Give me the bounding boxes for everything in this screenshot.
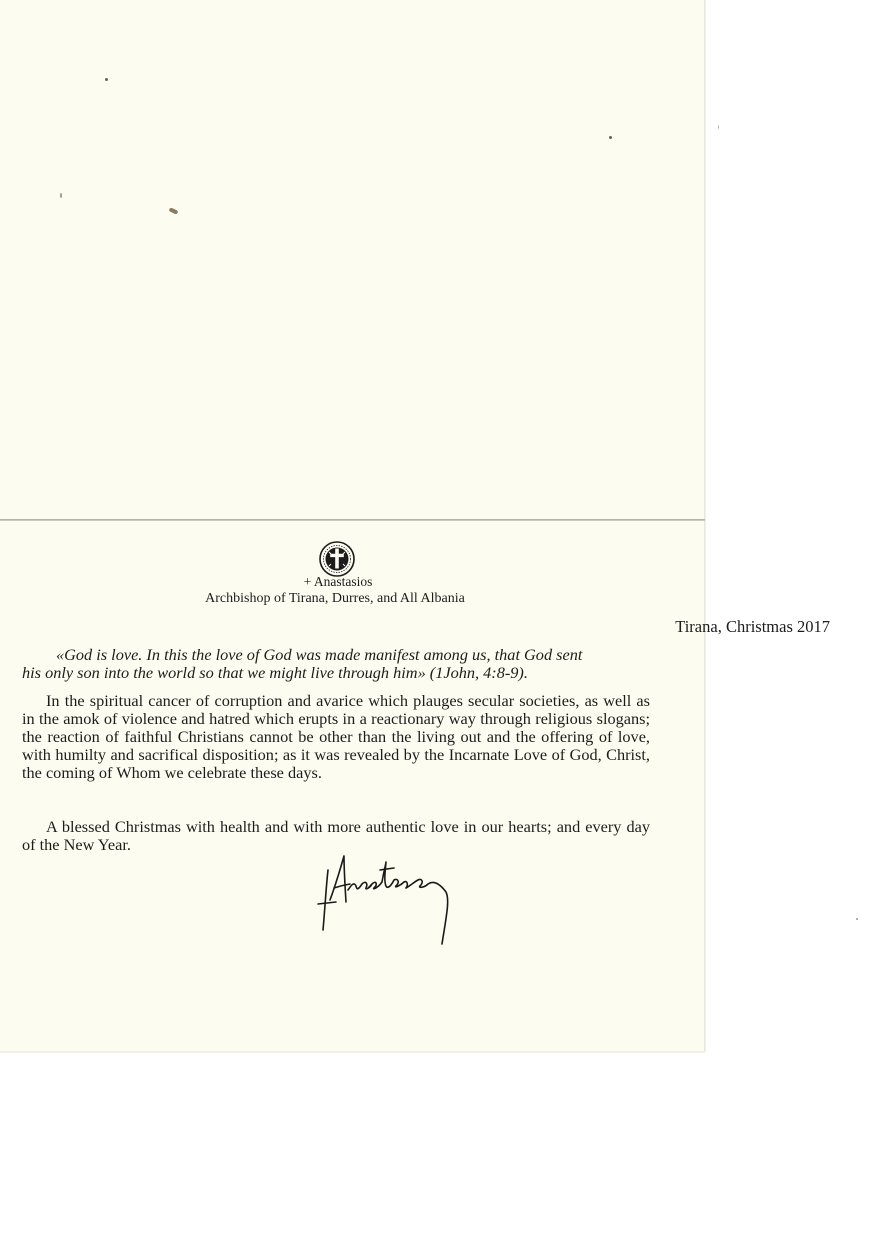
quote-line-2: his only son into the world so that we might live through him» (1John, 4:8-9). — [22, 663, 528, 682]
card-right-edge — [704, 0, 706, 1052]
body-paragraph: In the spiritual cancer of corruption and avarice which plauges secular societies, as well as in the amok of violence and hatred which erupts in a reactionary way through religious slogans; the reaction of faithful Christians cannot be other than the living out and the offering of love, with humilty and sacrifical disposition; as it was revealed by the Incarnate Love of God, Christ, the coming of Whom we celebrate these days. — [22, 691, 650, 782]
scan-speck — [609, 136, 612, 139]
scan-speck — [718, 125, 719, 129]
place-and-date: Tirana, Christmas 2017 — [675, 617, 830, 636]
scan-speck — [856, 918, 858, 920]
quote-line-1: «God is love. In this the love of God was made manifest among us, that God sent — [56, 645, 583, 664]
scripture-quote — [22, 646, 650, 682]
card-fold-line — [0, 519, 705, 521]
card-bottom-edge — [0, 1051, 705, 1053]
closing-paragraph: A blessed Christmas with health and with more authentic love in our hearts; and every day of the New Year. — [22, 817, 650, 854]
church-seal-icon — [315, 540, 359, 578]
signatory-name: + Anastasios — [303, 574, 373, 589]
scan-speck — [105, 78, 108, 81]
handwritten-signature — [310, 848, 470, 948]
scan-speck — [60, 193, 62, 198]
signatory-title: Archbishop of Tirana, Durres, and All Albania — [205, 591, 465, 606]
